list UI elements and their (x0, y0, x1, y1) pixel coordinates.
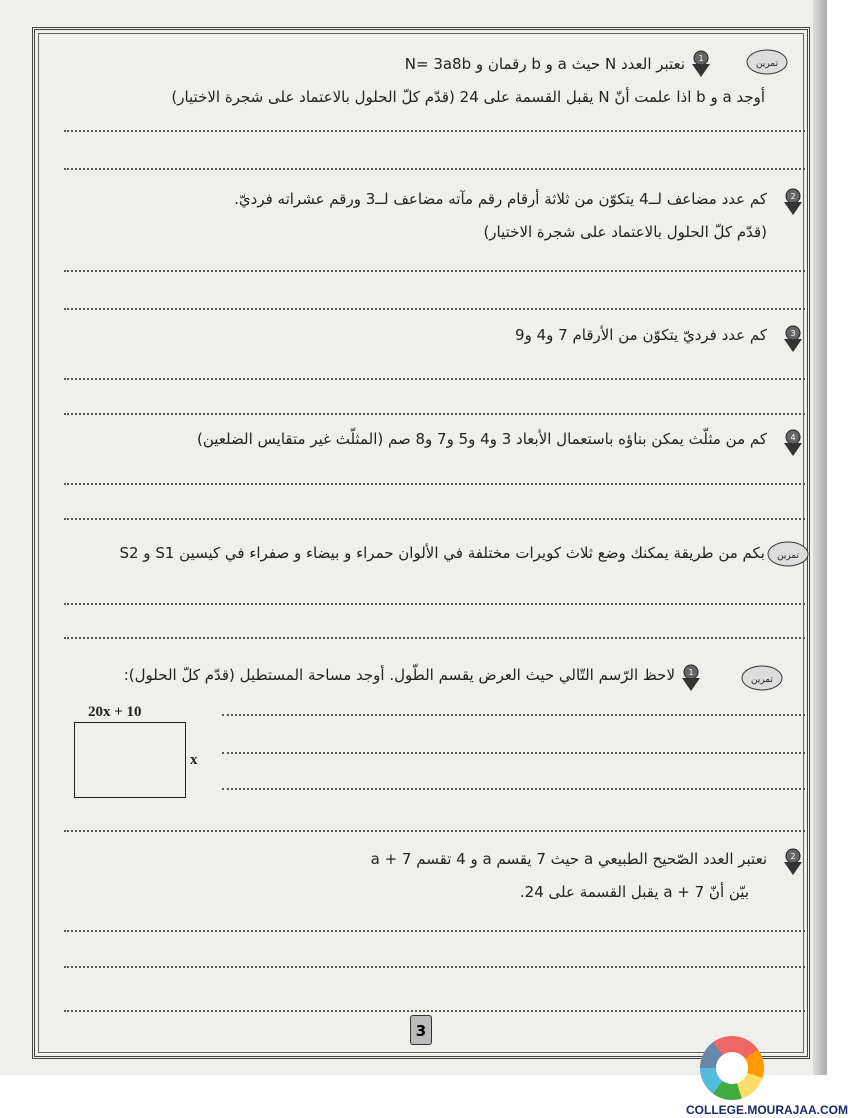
answer-line (64, 130, 805, 132)
svg-text:2: 2 (790, 852, 796, 861)
answer-line (64, 308, 805, 310)
question-1-arrow-icon (690, 50, 712, 78)
answer-line (64, 603, 805, 605)
ex1-q4: كم من مثلّث يمكن بناؤه باستعمال الأبعاد 3 و4 و5 و7 و8 صم (المثلّث غير متقايس الضلعين) (197, 430, 767, 448)
answer-line (64, 830, 805, 832)
ex1-q3: كم عدد فرديّ يتكوّن من الأرقام 7 و4 و9 (515, 326, 767, 344)
svg-text:تمرين: تمرين (755, 59, 779, 69)
svg-text:3: 3 (790, 329, 796, 338)
svg-text:تمرين: تمرين (776, 551, 800, 561)
rectangle-figure (74, 722, 186, 798)
rectangle-length-label: 20x + 10 (88, 704, 142, 720)
answer-line (64, 168, 805, 170)
question-2-arrow-icon (782, 188, 804, 216)
ex1-q2-line2: (قدّم كلّ الحلول بالاعتماد على شجرة الاختيار) (483, 223, 767, 241)
ex1-q1-line2: أوجد a و b اذا علمت أنّ N يقبل القسمة على 24 (قدّم كلّ الحلول بالاعتماد على شجرة الاختيار) (171, 88, 765, 106)
answer-line (64, 483, 805, 485)
answer-line (64, 1010, 805, 1012)
answer-line (222, 714, 805, 716)
svg-text:4: 4 (790, 433, 796, 442)
ex1-q1-line1: نعتبر العدد N حيث a و b رقمان و N= 3a8b (404, 55, 685, 73)
page-number: 3 (410, 1015, 432, 1045)
answer-line (64, 413, 805, 415)
page-edge (813, 0, 827, 1075)
ex1-q2-line1: كم عدد مضاعف لــ4 يتكوّن من ثلاثة أرقام رقم مآته مضاعف لــ3 ورقم عشراته فرديّ. (234, 190, 767, 208)
answer-line (64, 637, 805, 639)
answer-line (222, 788, 805, 790)
ex2-q1: بكم من طريقة يمكنك وضع ثلاث كويرات مختلفة في الألوان حمراء و بيضاء و صفراء في كيسين S1 و S2 (119, 544, 765, 562)
answer-line (222, 752, 805, 754)
answer-line (64, 378, 805, 380)
question-3-arrow-icon (782, 325, 804, 353)
answer-line (64, 966, 805, 968)
exercise-badge-icon (740, 660, 784, 692)
question-2-arrow-icon (782, 848, 804, 876)
svg-text:1: 1 (698, 54, 704, 63)
ex3-q2-line2: بيّن أنّ a + 7 يقبل القسمة على 24. (519, 883, 749, 901)
exercise-badge-icon (745, 44, 789, 76)
rectangle-width-label: x (190, 752, 198, 768)
answer-line (64, 270, 805, 272)
svg-text:تمرين: تمرين (750, 675, 774, 685)
svg-text:1: 1 (688, 668, 694, 677)
exercise-badge-icon (766, 536, 810, 568)
answer-line (64, 930, 805, 932)
answer-line (64, 518, 805, 520)
question-1-arrow-icon (680, 664, 702, 692)
svg-text:2: 2 (790, 192, 796, 201)
ex3-q2-line1: نعتبر العدد الصّحيح الطبيعي a حيث 7 يقسم a و 4 تقسم a + 7 (370, 850, 767, 868)
site-logo (700, 1036, 764, 1100)
site-url: COLLEGE.MOURAJAA.COM (686, 1103, 848, 1117)
question-4-arrow-icon (782, 429, 804, 457)
ex3-q1: لاحظ الرّسم التّالي حيث العرض يقسم الطّول. أوجد مساحة المستطيل (قدّم كلّ الحلول): (123, 666, 675, 684)
